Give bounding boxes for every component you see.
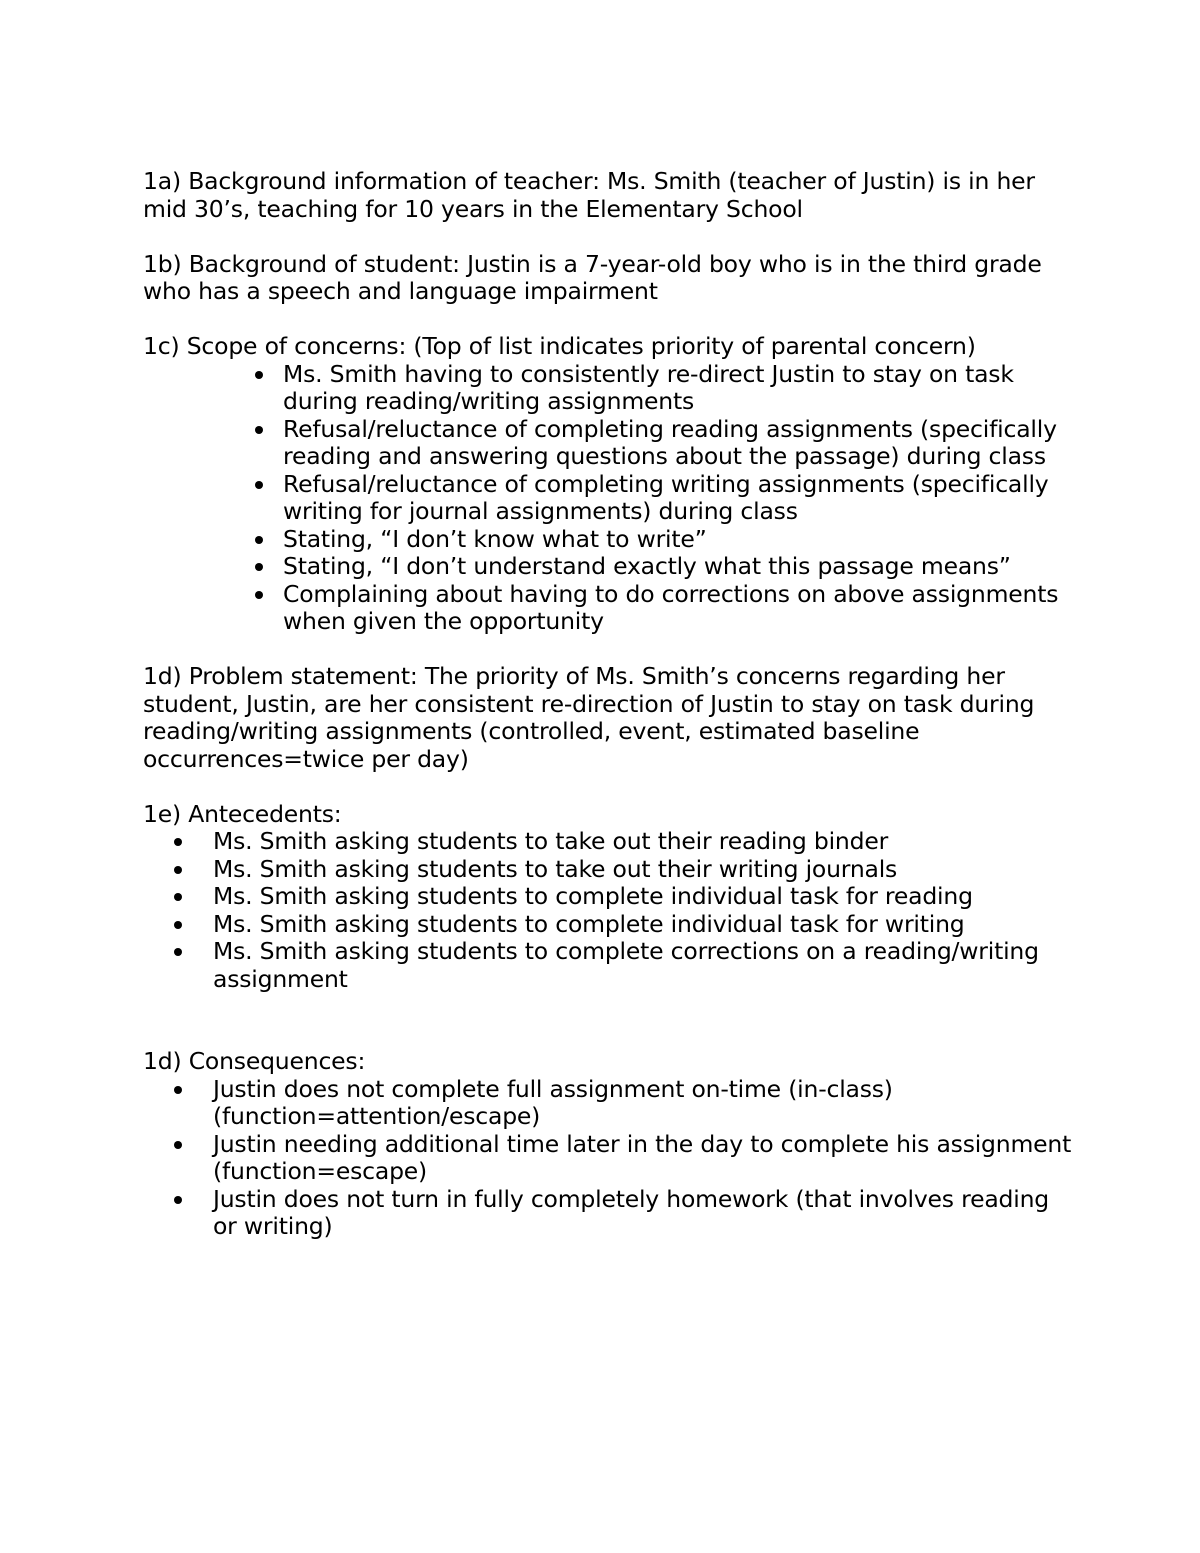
- antecedents-list: [143, 828, 1073, 993]
- list-item: [143, 581, 1073, 636]
- bullet-icon: [255, 371, 263, 379]
- list-item-text: Stating, “I don’t understand exactly what this passage means”: [283, 552, 1011, 580]
- bullet-icon: [255, 426, 263, 434]
- bullet-icon: [255, 536, 263, 544]
- bullet-icon: [255, 563, 263, 571]
- student-background: 1b) Background of student: Justin is a 7-year-old boy who is in the third grade who has a speech and language impairment: [143, 249, 1042, 305]
- list-item-text: Stating, “I don’t know what to write”: [283, 524, 707, 553]
- list-item: [143, 361, 1073, 416]
- list-item: [143, 553, 1073, 581]
- list-item-text: Refusal/reluctance of completing reading assignments (specifically reading and answering questions about the passage) during class: [283, 414, 1057, 470]
- bullet-icon: [174, 1141, 182, 1149]
- bullet-icon: [174, 948, 182, 956]
- consequences-heading: 1d) Consequences:: [143, 1047, 366, 1075]
- list-item-text: Refusal/reluctance of completing writing assignments (specifically writing for journal assignments) during class: [283, 469, 1049, 525]
- list-item-text: Ms. Smith asking students to complete individual task for reading: [213, 882, 973, 910]
- list-item: [143, 911, 1073, 939]
- list-item-text: Complaining about having to do corrections on above assignments when given the opportunity: [283, 579, 1059, 635]
- list-item-text: Ms. Smith having to consistently re-direct Justin to stay on task during reading/writing assignments: [283, 359, 1014, 415]
- scope-of-concerns-list: [143, 361, 1073, 636]
- list-item: [143, 1076, 1073, 1131]
- bullet-icon: [174, 1086, 182, 1094]
- list-item-text: Justin does not complete full assignment on-time (in-class) (function=attention/escape): [213, 1074, 893, 1130]
- document-body: [143, 168, 1073, 1268]
- list-item-text: Ms. Smith asking students to take out their reading binder: [213, 827, 889, 855]
- bullet-icon: [174, 838, 182, 846]
- bullet-icon: [174, 1196, 182, 1204]
- antecedents-heading: 1e) Antecedents:: [143, 799, 342, 828]
- bullet-icon: [255, 591, 263, 599]
- list-item: [143, 1131, 1073, 1186]
- list-item-text: Ms. Smith asking students to complete corrections on a reading/writing assignment: [213, 937, 1039, 993]
- spacer: [143, 1021, 1073, 1049]
- bullet-icon: [174, 893, 182, 901]
- list-item: [143, 471, 1073, 526]
- bullet-icon: [174, 921, 182, 929]
- list-item-text: Ms. Smith asking students to complete individual task for writing: [213, 909, 965, 938]
- list-item-text: Justin needing additional time later in the day to complete his assignment (function=escape): [213, 1129, 1072, 1185]
- list-item: [143, 883, 1073, 911]
- problem-statement: 1d) Problem statement: The priority of Ms. Smith’s concerns regarding her student, Justin, are her consistent re-direction of Justin to stay on task during reading/writing assignments (controlled, event, estimated baseline occurrences=twice per day): [143, 662, 1035, 773]
- list-item: [143, 416, 1073, 471]
- list-item: [143, 526, 1073, 554]
- scope-of-concerns-heading: 1c) Scope of concerns: (Top of list indicates priority of parental concern): [143, 332, 976, 360]
- list-item: [143, 938, 1073, 993]
- list-item-text: Ms. Smith asking students to take out their writing journals: [213, 854, 898, 883]
- bullet-icon: [174, 866, 182, 874]
- bullet-icon: [255, 481, 263, 489]
- list-item: [143, 828, 1073, 856]
- consequences-list: [143, 1076, 1073, 1241]
- list-item: [143, 856, 1073, 884]
- list-item: [143, 1186, 1073, 1241]
- teacher-background: 1a) Background information of teacher: Ms. Smith (teacher of Justin) is in her mid 30’s, teaching for 10 years in the Elementary School: [143, 167, 1035, 223]
- list-item-text: Justin does not turn in fully completely homework (that involves reading or writing): [213, 1184, 1049, 1240]
